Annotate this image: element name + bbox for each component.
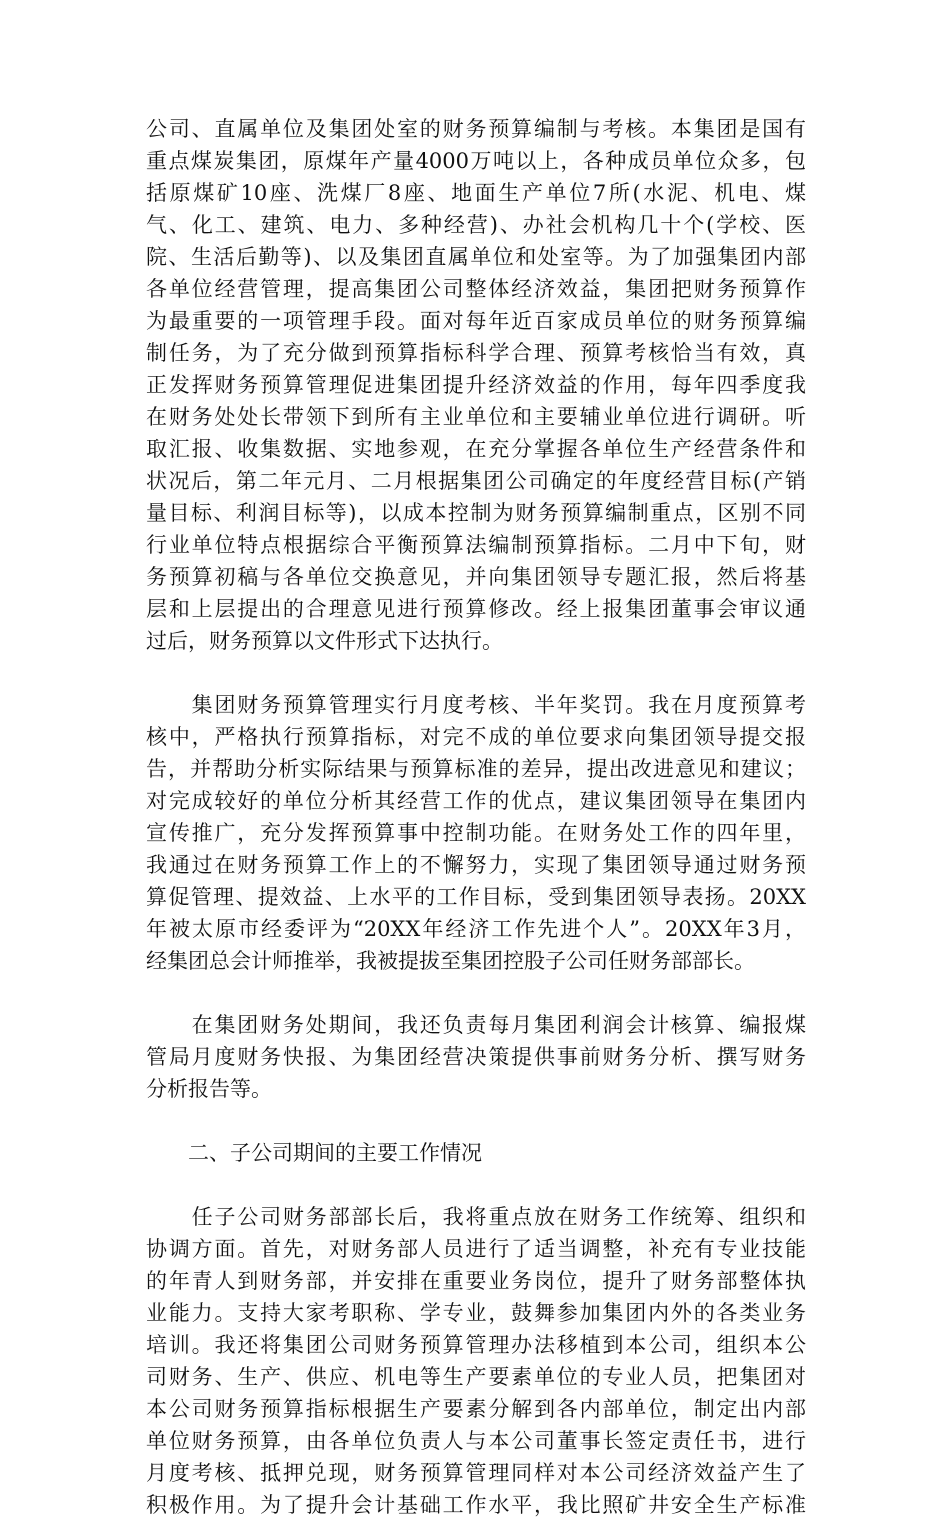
text-line: 核中，严格执行预算指标，对完不成的单位要求向集团领导提交报: [146, 725, 806, 749]
text-line: 司财务、生产、供应、机电等生产要素单位的专业人员，把集团对: [146, 1365, 806, 1389]
paragraph-spacer: [146, 977, 806, 1009]
text-line: 状况后，第二年元月、二月根据集团公司确定的年度经营目标(产销: [146, 469, 806, 493]
text-line: 为最重要的一项管理手段。面对每年近百家成员单位的财务预算编: [146, 309, 806, 333]
text-line: 行业单位特点根据综合平衡预算法编制预算指标。二月中下旬，财: [146, 533, 806, 557]
text-line: 算促管理、提效益、上水平的工作目标，受到集团领导表扬。20XX: [146, 885, 806, 909]
paragraph-spacer: [146, 1105, 806, 1137]
text-line: 各单位经营管理，提高集团公司整体经济效益，集团把财务预算作: [146, 277, 806, 301]
text-line: 单位财务预算，由各单位负责人与本公司董事长签定责任书，进行: [146, 1429, 806, 1453]
text-line: 院、生活后勤等)、以及集团直属单位和处室等。为了加强集团内部: [146, 245, 806, 269]
text-line: 业能力。支持大家考职称、学专业，鼓舞参加集团内外的各类业务: [146, 1301, 806, 1325]
text-line: 对完成较好的单位分析其经营工作的优点，建议集团领导在集团内: [146, 789, 806, 813]
document-page: [146, 113, 806, 1521]
text-line: 取汇报、收集数据、实地参观，在充分掌握各单位生产经营条件和: [146, 437, 806, 461]
text-line: 公司、直属单位及集团处室的财务预算编制与考核。本集团是国有: [146, 117, 806, 141]
text-line: 我通过在财务预算工作上的不懈努力，实现了集团领导通过财务预: [146, 853, 806, 877]
text-line: 正发挥财务预算管理促进集团提升经济效益的作用，每年四季度我: [146, 373, 806, 397]
text-line: 积极作用。为了提升会计基础工作水平，我比照矿井安全生产标准: [146, 1493, 806, 1517]
text-line: 量目标、利润目标等)，以成本控制为财务预算编制重点，区别不同: [146, 501, 806, 525]
paragraph-spacer: [146, 657, 806, 689]
text-line: 分析报告等。: [146, 1077, 272, 1101]
text-line: 在财务处处长带领下到所有主业单位和主要辅业单位进行调研。听: [146, 405, 806, 429]
text-line: 协调方面。首先，对财务部人员进行了适当调整，补充有专业技能: [146, 1237, 806, 1261]
text-line: 月度考核、抵押兑现，财务预算管理同样对本公司经济效益产生了: [146, 1461, 806, 1485]
text-line: 集团财务预算管理实行月度考核、半年奖罚。我在月度预算考: [146, 693, 806, 717]
text-line: 告，并帮助分析实际结果与预算标准的差异，提出改进意见和建议；: [146, 757, 806, 781]
text-line: 过后，财务预算以文件形式下达执行。: [146, 629, 503, 653]
section-heading: 二、子公司期间的主要工作情况: [188, 1141, 482, 1165]
text-line: 经集团总会计师推举，我被提拔至集团控股子公司任财务部部长。: [146, 949, 755, 973]
text-line: 本公司财务预算指标根据生产要素分解到各内部单位，制定出内部: [146, 1397, 806, 1421]
text-line: 宣传推广，充分发挥预算事中控制功能。在财务处工作的四年里，: [146, 821, 806, 845]
text-line: 务预算初稿与各单位交换意见，并向集团领导专题汇报，然后将基: [146, 565, 806, 589]
text-line: 制任务，为了充分做到预算指标科学合理、预算考核恰当有效，真: [146, 341, 806, 365]
paragraph-monthly-assessment: [146, 689, 806, 977]
text-line: 任子公司财务部部长后，我将重点放在财务工作统筹、组织和: [146, 1205, 806, 1229]
text-line: 重点煤炭集团，原煤年产量4000万吨以上，各种成员单位众多，包: [146, 149, 806, 173]
text-line: 气、化工、建筑、电力、多种经营)、办社会机构几十个(学校、医: [146, 213, 806, 237]
text-line: 的年青人到财务部，并安排在重要业务岗位，提升了财务部整体执: [146, 1269, 806, 1293]
paragraph-spacer: [146, 1169, 806, 1201]
text-line: 培训。我还将集团公司财务预算管理办法移植到本公司，组织本公: [146, 1333, 806, 1357]
text-line: 层和上层提出的合理意见进行预算修改。经上报集团董事会审议通: [146, 597, 806, 621]
paragraph-budget-preparation: [146, 113, 806, 657]
text-line: 年被太原市经委评为“20XX年经济工作先进个人”。20XX年3月，: [146, 917, 806, 941]
text-line: 括原煤矿10座、洗煤厂8座、地面生产单位7所(水泥、机电、煤: [146, 181, 806, 205]
text-line: 在集团财务处期间，我还负责每月集团利润会计核算、编报煤: [146, 1013, 806, 1037]
text-line: 管局月度财务快报、为集团经营决策提供事前财务分析、撰写财务: [146, 1045, 806, 1069]
paragraph-subsidiary-work: [146, 1201, 806, 1521]
paragraph-other-duties: [146, 1009, 806, 1105]
